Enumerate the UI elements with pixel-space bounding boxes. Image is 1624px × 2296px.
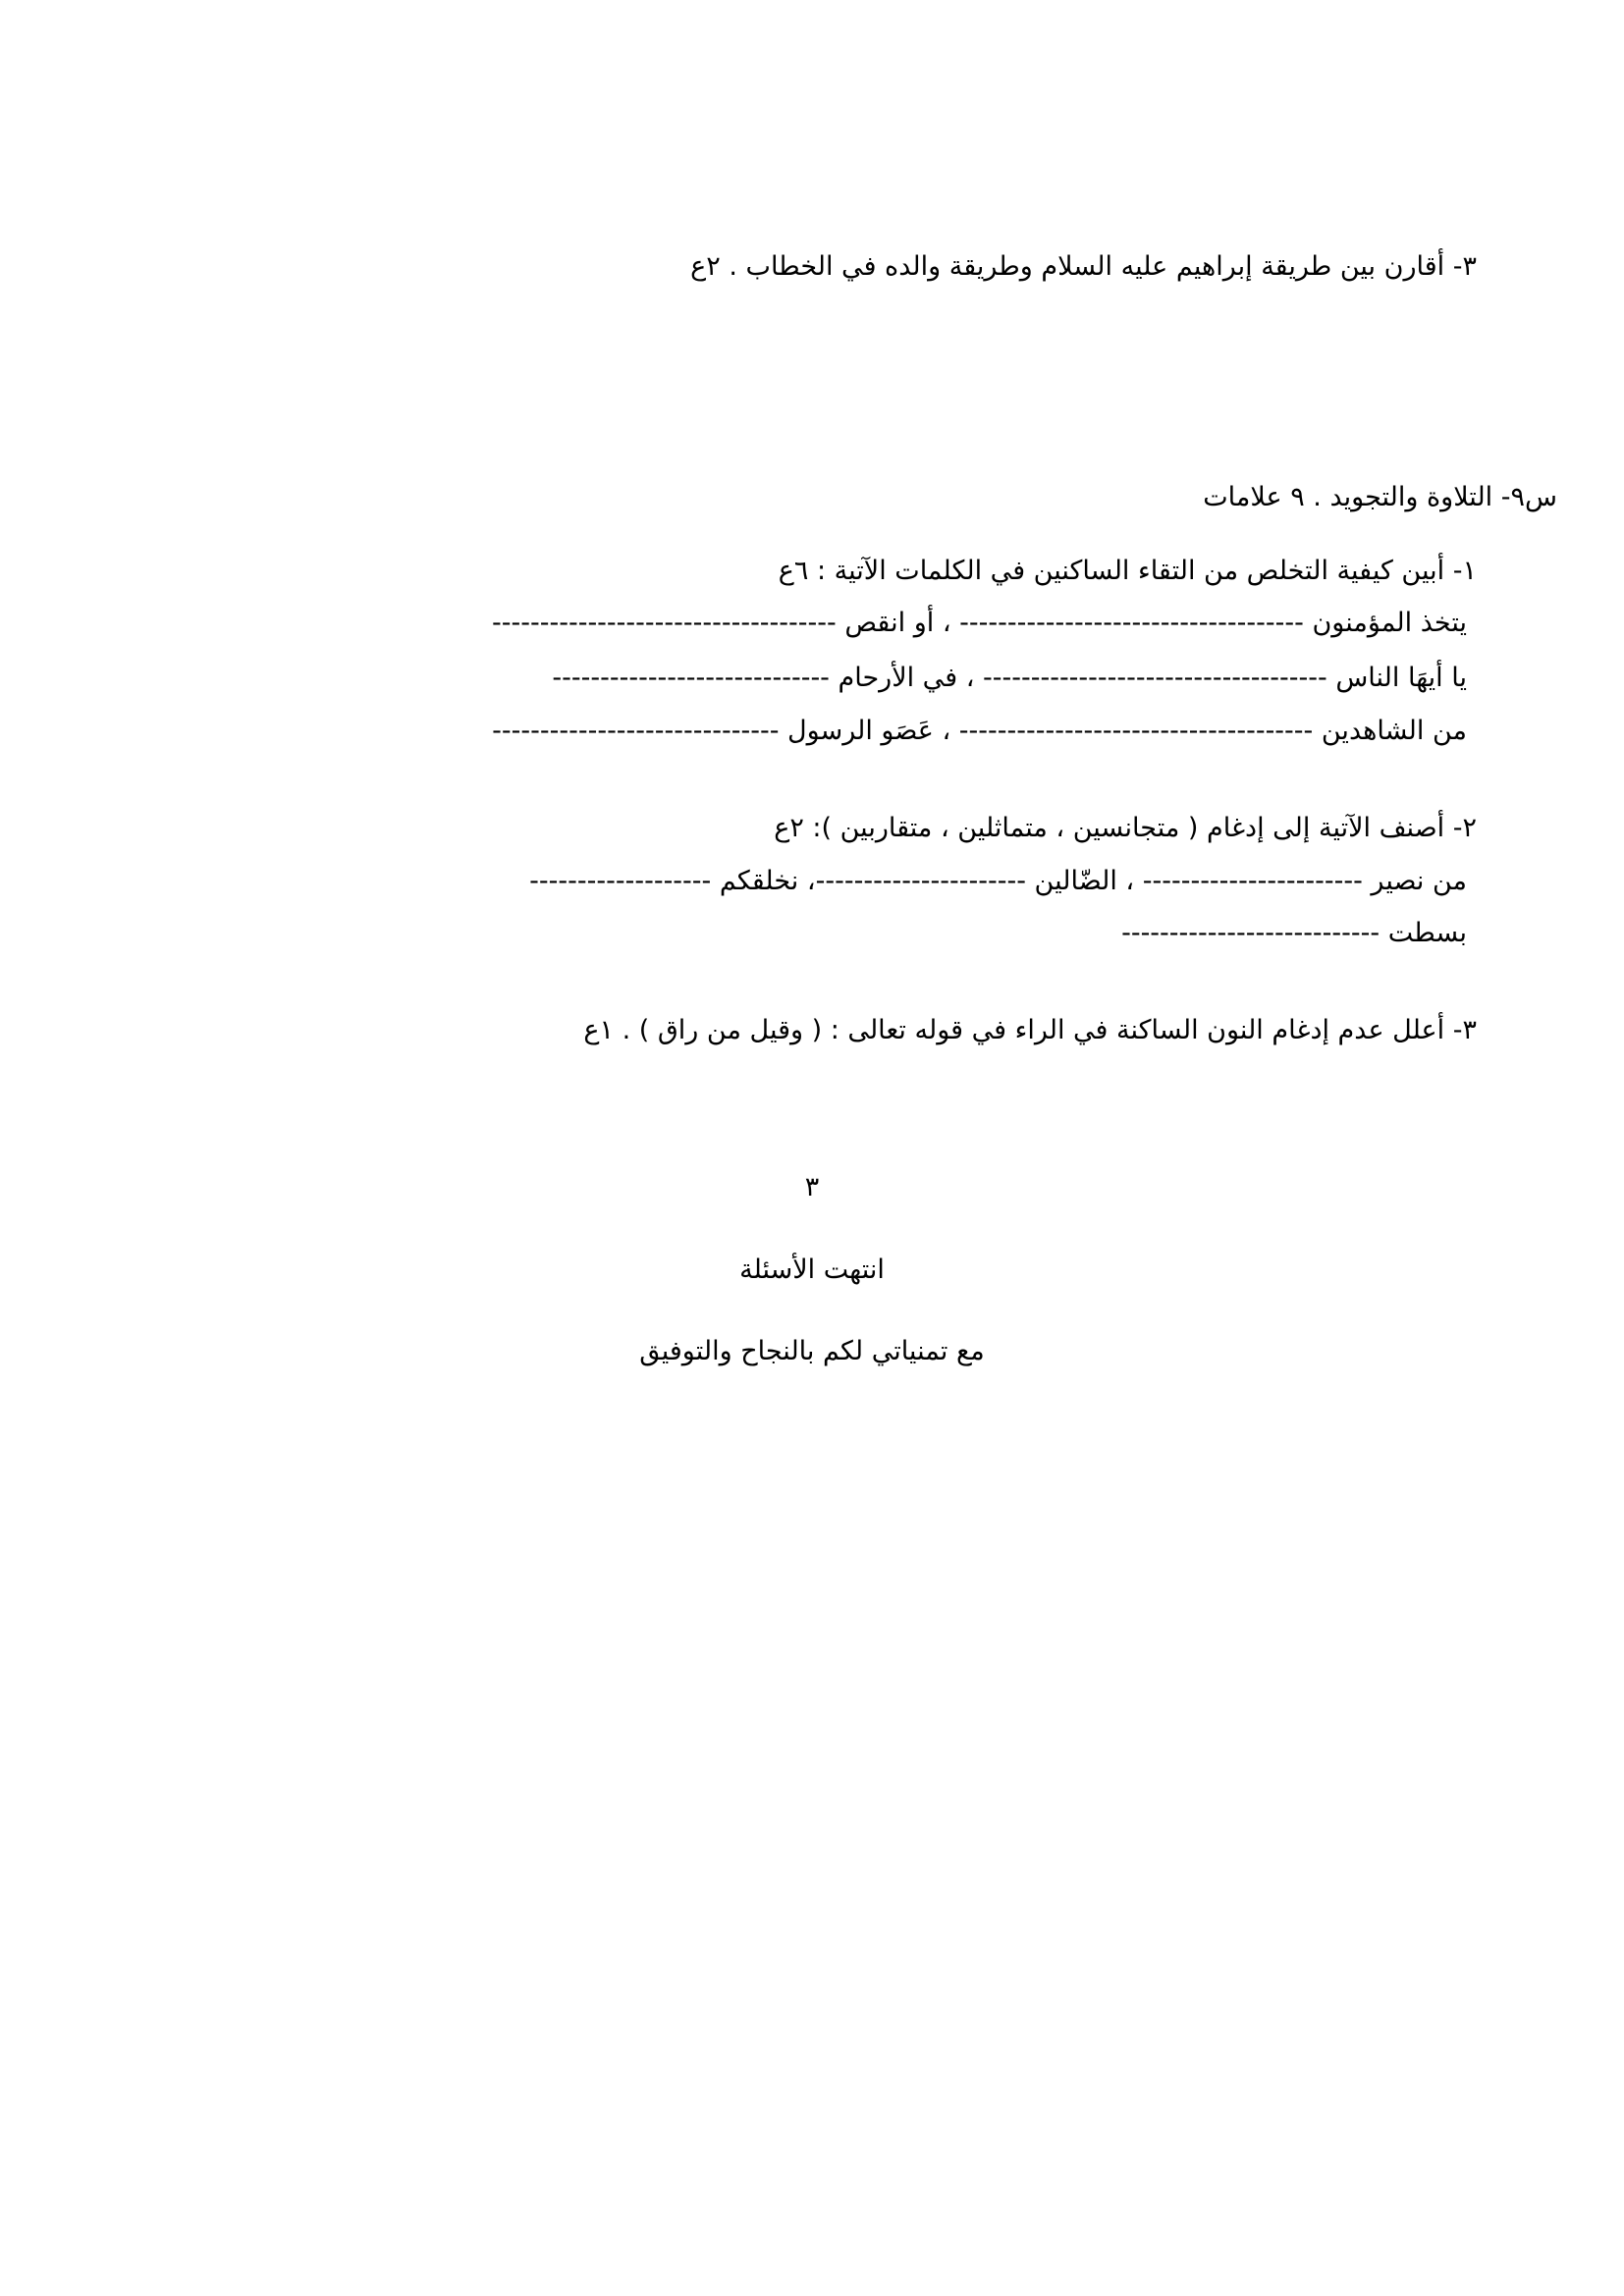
answer-blank[interactable]: ------------------- bbox=[529, 866, 712, 896]
question-text: أقارن بين طريقة إبراهيم عليه السلام وطريقة والده في الخطاب . ٢ع bbox=[690, 251, 1445, 282]
word-label: الضّالين bbox=[1034, 866, 1117, 896]
page-number: ٣ bbox=[804, 1172, 820, 1202]
separator: ، bbox=[934, 608, 960, 638]
separator: ، bbox=[933, 716, 959, 746]
answer-blank[interactable]: --------------------------- bbox=[1121, 918, 1380, 948]
end-of-questions-text: انتهت الأسئلة bbox=[739, 1255, 885, 1285]
question-2-idgham bbox=[774, 812, 1477, 845]
question-text: أعلل عدم إدغام النون الساكنة في الراء في قوله تعالى : ( وقيل من راق ) . ١ع bbox=[583, 1015, 1445, 1045]
answer-blank[interactable]: ------------------------------------ bbox=[959, 608, 1304, 638]
word-label: من نصير bbox=[1371, 866, 1467, 896]
answer-row-1 bbox=[492, 607, 1467, 640]
word-label: أو انقص bbox=[844, 608, 935, 638]
answer-blank[interactable]: ------------------------------------- bbox=[958, 716, 1314, 746]
answer-row-4 bbox=[529, 865, 1467, 898]
separator: ، bbox=[957, 663, 983, 693]
word-label: عَصَو الرسول bbox=[787, 716, 934, 746]
word-label: نخلقكم bbox=[719, 866, 799, 896]
word-label: في الأرحام bbox=[838, 663, 958, 693]
question-text: أبين كيفية التخلص من التقاء الساكنين في الكلمات الآتية : ٦ع bbox=[778, 556, 1445, 586]
answer-blank[interactable]: ---------------------- bbox=[815, 866, 1026, 896]
word-label: يا أيهَا الناس bbox=[1335, 663, 1467, 693]
question-number: ١- bbox=[1452, 556, 1477, 586]
answer-blank[interactable]: ------------------------------ bbox=[492, 716, 780, 746]
word-label: بسطت bbox=[1387, 918, 1467, 948]
word-label: يتخذ المؤمنون bbox=[1312, 608, 1467, 638]
word-label: من الشاهدين bbox=[1321, 716, 1467, 746]
answer-blank[interactable]: ----------------------- bbox=[1142, 866, 1363, 896]
question-3-idgham-reason bbox=[583, 1014, 1477, 1047]
answer-row-3 bbox=[492, 715, 1467, 748]
answer-row-5 bbox=[1121, 917, 1467, 950]
question-number: ٣- bbox=[1452, 1015, 1477, 1045]
answer-blank[interactable]: ------------------------------------ bbox=[983, 663, 1327, 693]
answer-blank[interactable]: ----------------------------- bbox=[552, 663, 830, 693]
closing-wishes-text: مع تمنياتي لكم بالنجاح والتوفيق bbox=[639, 1336, 985, 1366]
section-9-title: س٩- التلاوة والتجويد . ٩ علامات bbox=[1203, 482, 1557, 512]
question-number: ٢- bbox=[1452, 813, 1477, 843]
answer-blank[interactable]: ------------------------------------ bbox=[492, 608, 837, 638]
question-3-comparison bbox=[690, 250, 1477, 284]
separator: ، bbox=[798, 866, 816, 896]
separator: ، bbox=[1116, 866, 1143, 896]
question-1-tajweed bbox=[779, 555, 1477, 588]
question-text: أصنف الآتية إلى إدغام ( متجانسين ، متماثلين ، متقاربين ): ٢ع bbox=[774, 813, 1445, 843]
answer-row-2 bbox=[552, 662, 1467, 695]
question-number: ٣- bbox=[1452, 251, 1477, 282]
